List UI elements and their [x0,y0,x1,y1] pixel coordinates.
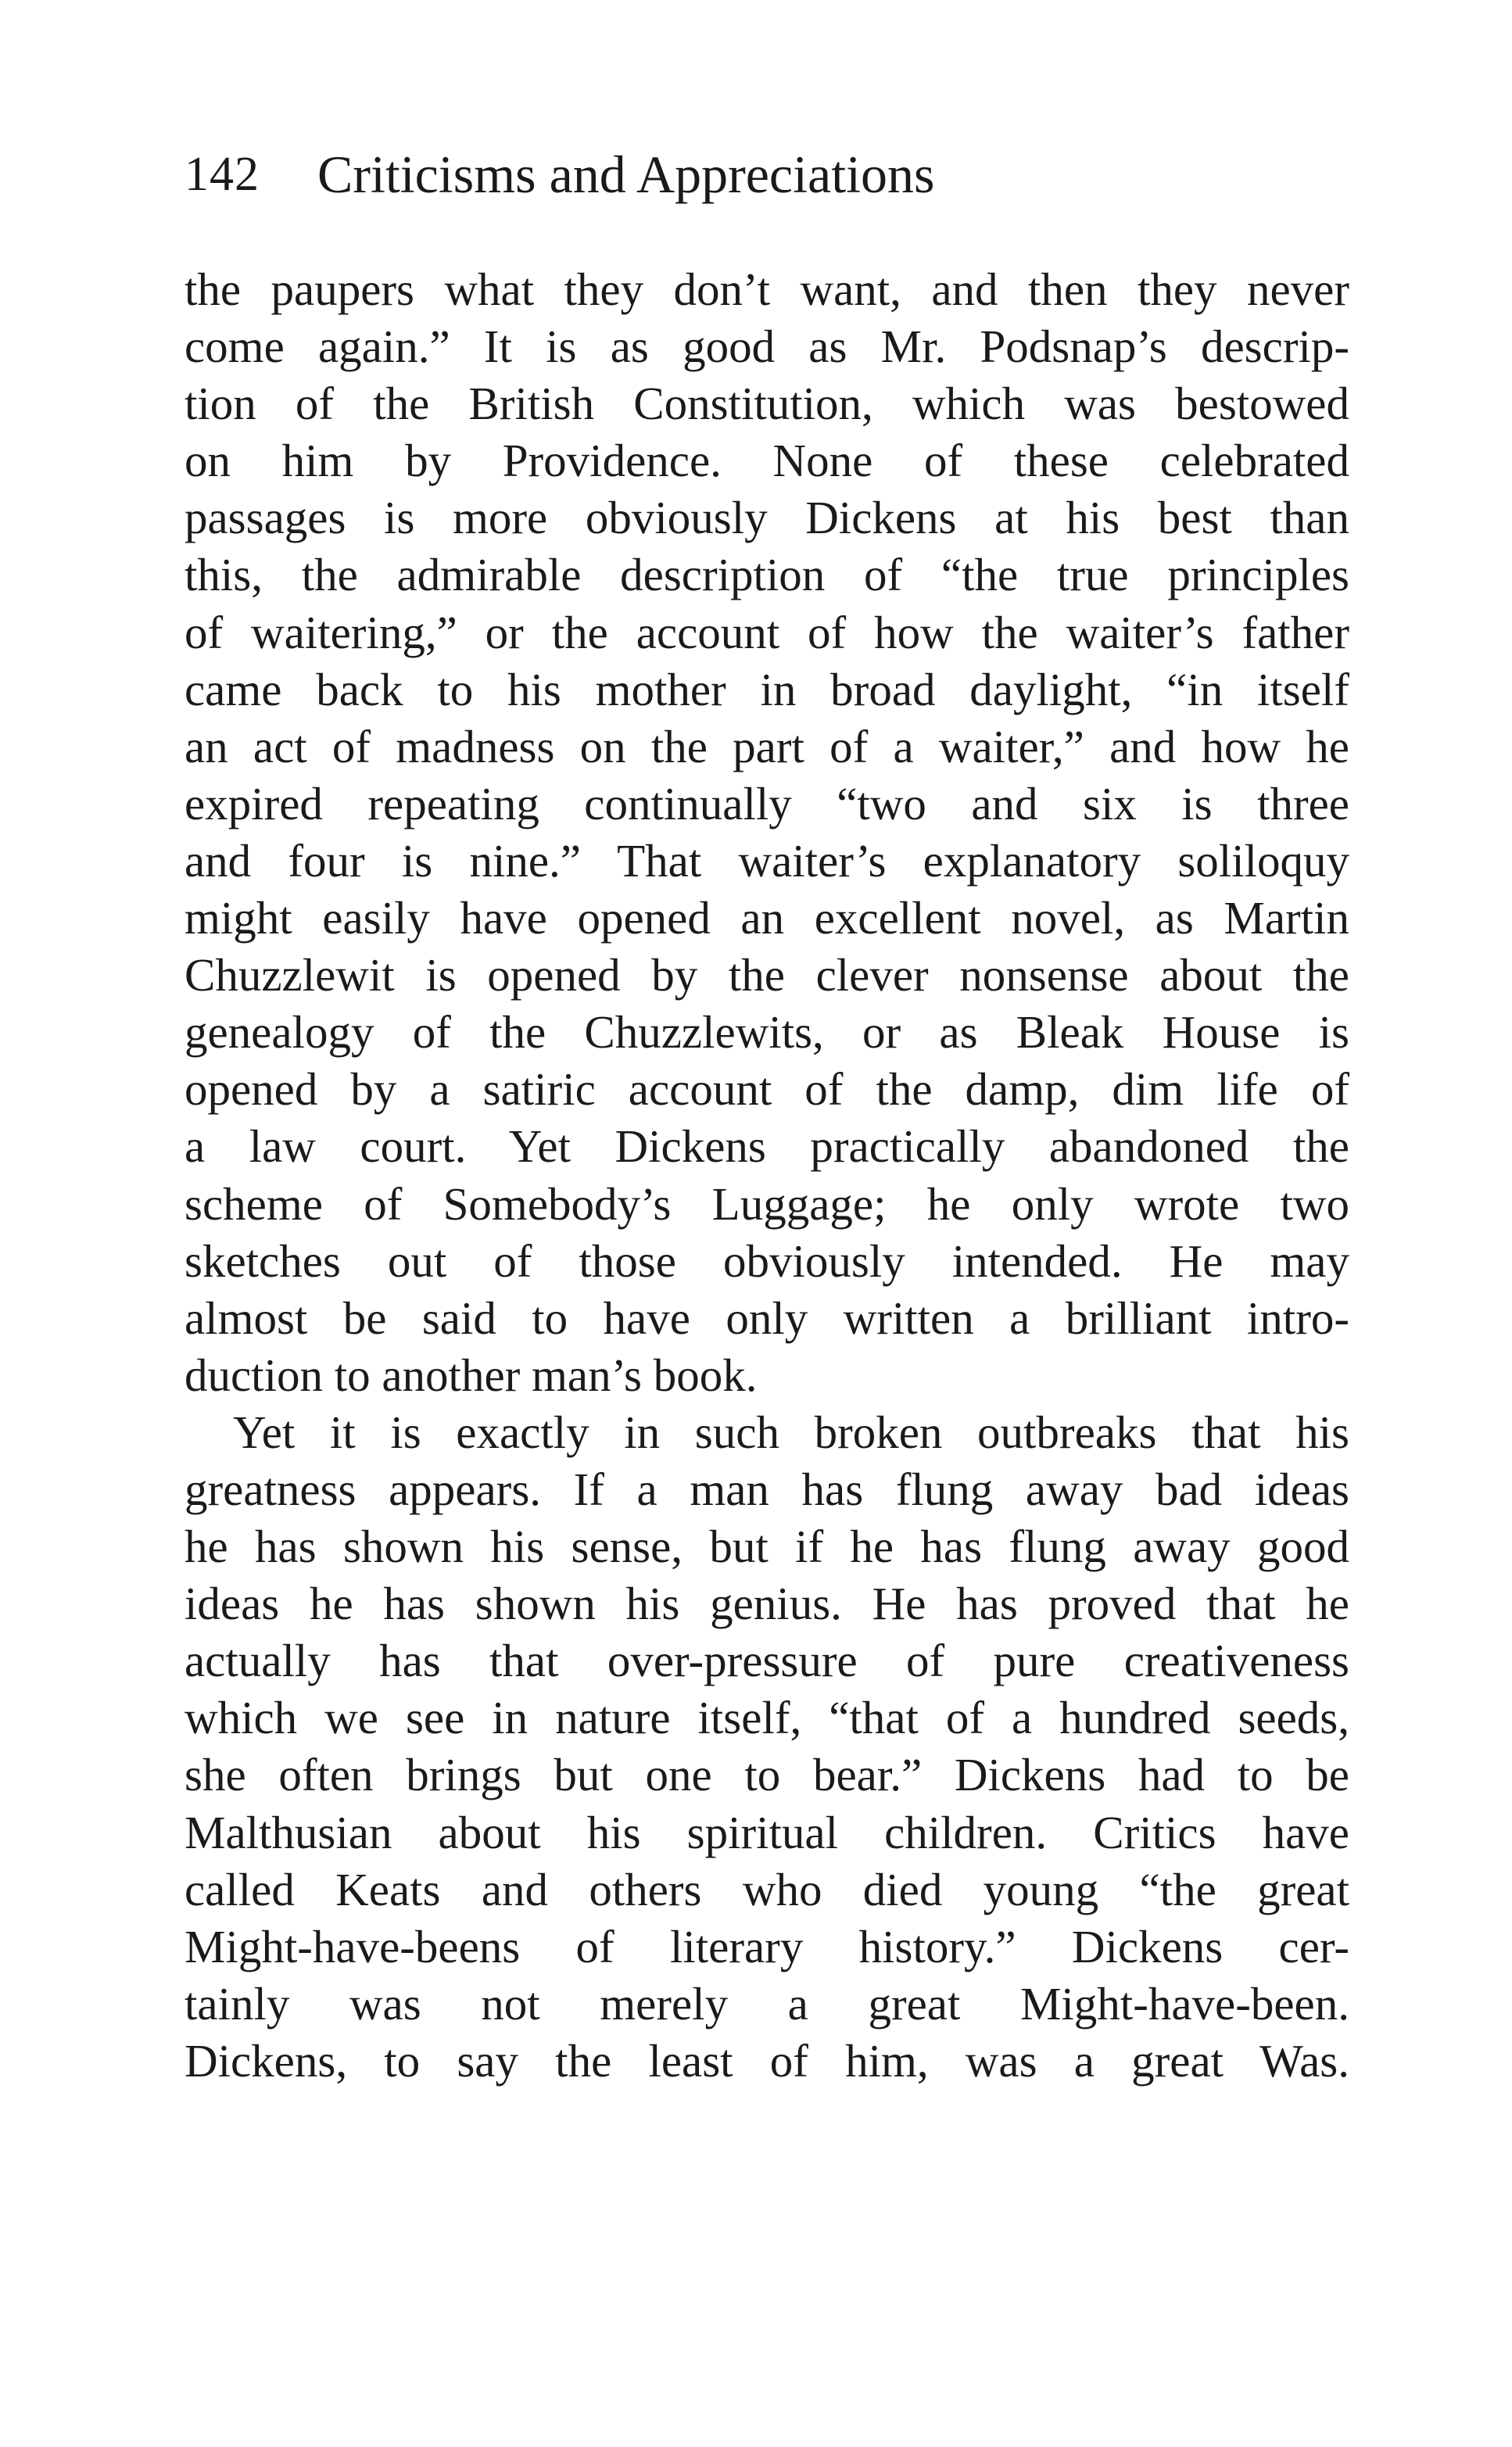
text-line-paragraph-end: duction to another man’s book. [185,1349,758,1401]
text-line: a law court. Yet Dickens practically abandoned the [185,1120,1349,1173]
text-line: might easily have opened an excellent novel, as Martin [185,892,1349,944]
text-line: ideas he has shown his genius. He has proved that he [185,1578,1349,1630]
running-head [185,139,1349,210]
text-line: of waitering,” or the account of how the waiter’s father [185,606,1349,658]
body-text [185,261,1349,2090]
text-line: greatness appears. If a man has flung away bad ideas [185,1463,1349,1515]
text-line: this, the admirable description of “the true principles [185,549,1349,601]
text-line: Chuzzlewit is opened by the clever nonsense about the [185,949,1349,1001]
text-line: on him by Providence. None of these celebrated [185,435,1349,487]
text-line: tainly was not merely a great Might-have-been. [185,1977,1349,2030]
text-line: actually has that over-pressure of pure creativeness [185,1635,1349,1687]
text-line: she often brings but one to bear.” Dickens had to be [185,1749,1349,1801]
text-line: which we see in nature itself, “that of a hundred seeds, [185,1692,1349,1744]
text-line: the paupers what they don’t want, and then they never [185,263,1349,315]
text-line: passages is more obviously Dickens at his best than [185,492,1349,544]
text-line: expired repeating continually “two and six is three [185,777,1349,829]
page-number: 142 [185,148,260,201]
text-line: tion of the British Constitution, which was bestowed [185,378,1349,430]
text-line: and four is nine.” That waiter’s explanatory soliloquy [185,834,1349,887]
text-line: called Keats and others who died young “the great [185,1863,1349,1915]
text-line: Dickens, to say the least of him, was a great Was. [185,2034,1349,2087]
text-line: he has shown his sense, but if he has flung away good [185,1521,1349,1573]
text-line: an act of madness on the part of a waiter,” and how he [185,720,1349,772]
text-line-paragraph-start: Yet it is exactly in such broken outbreaks that his [233,1406,1349,1458]
text-line: came back to his mother in broad daylight, “in itself [185,663,1349,715]
text-line: sketches out of those obviously intended. He may [185,1234,1349,1287]
text-line: genealogy of the Chuzzlewits, or as Bleak House is [185,1006,1349,1059]
text-line: Malthusian about his spiritual children. Critics have [185,1806,1349,1858]
running-title: Criticisms and Appreciations [317,145,935,204]
text-line: opened by a satiric account of the damp, dim life of [185,1063,1349,1116]
text-line: scheme of Somebody’s Luggage; he only wrote two [185,1177,1349,1230]
text-line: come again.” It is as good as Mr. Podsnap’s descrip- [185,321,1349,373]
text-line: almost be said to have only written a brilliant intro- [185,1292,1349,1344]
text-line: Might-have-beens of literary history.” Dickens cer- [185,1920,1349,1972]
